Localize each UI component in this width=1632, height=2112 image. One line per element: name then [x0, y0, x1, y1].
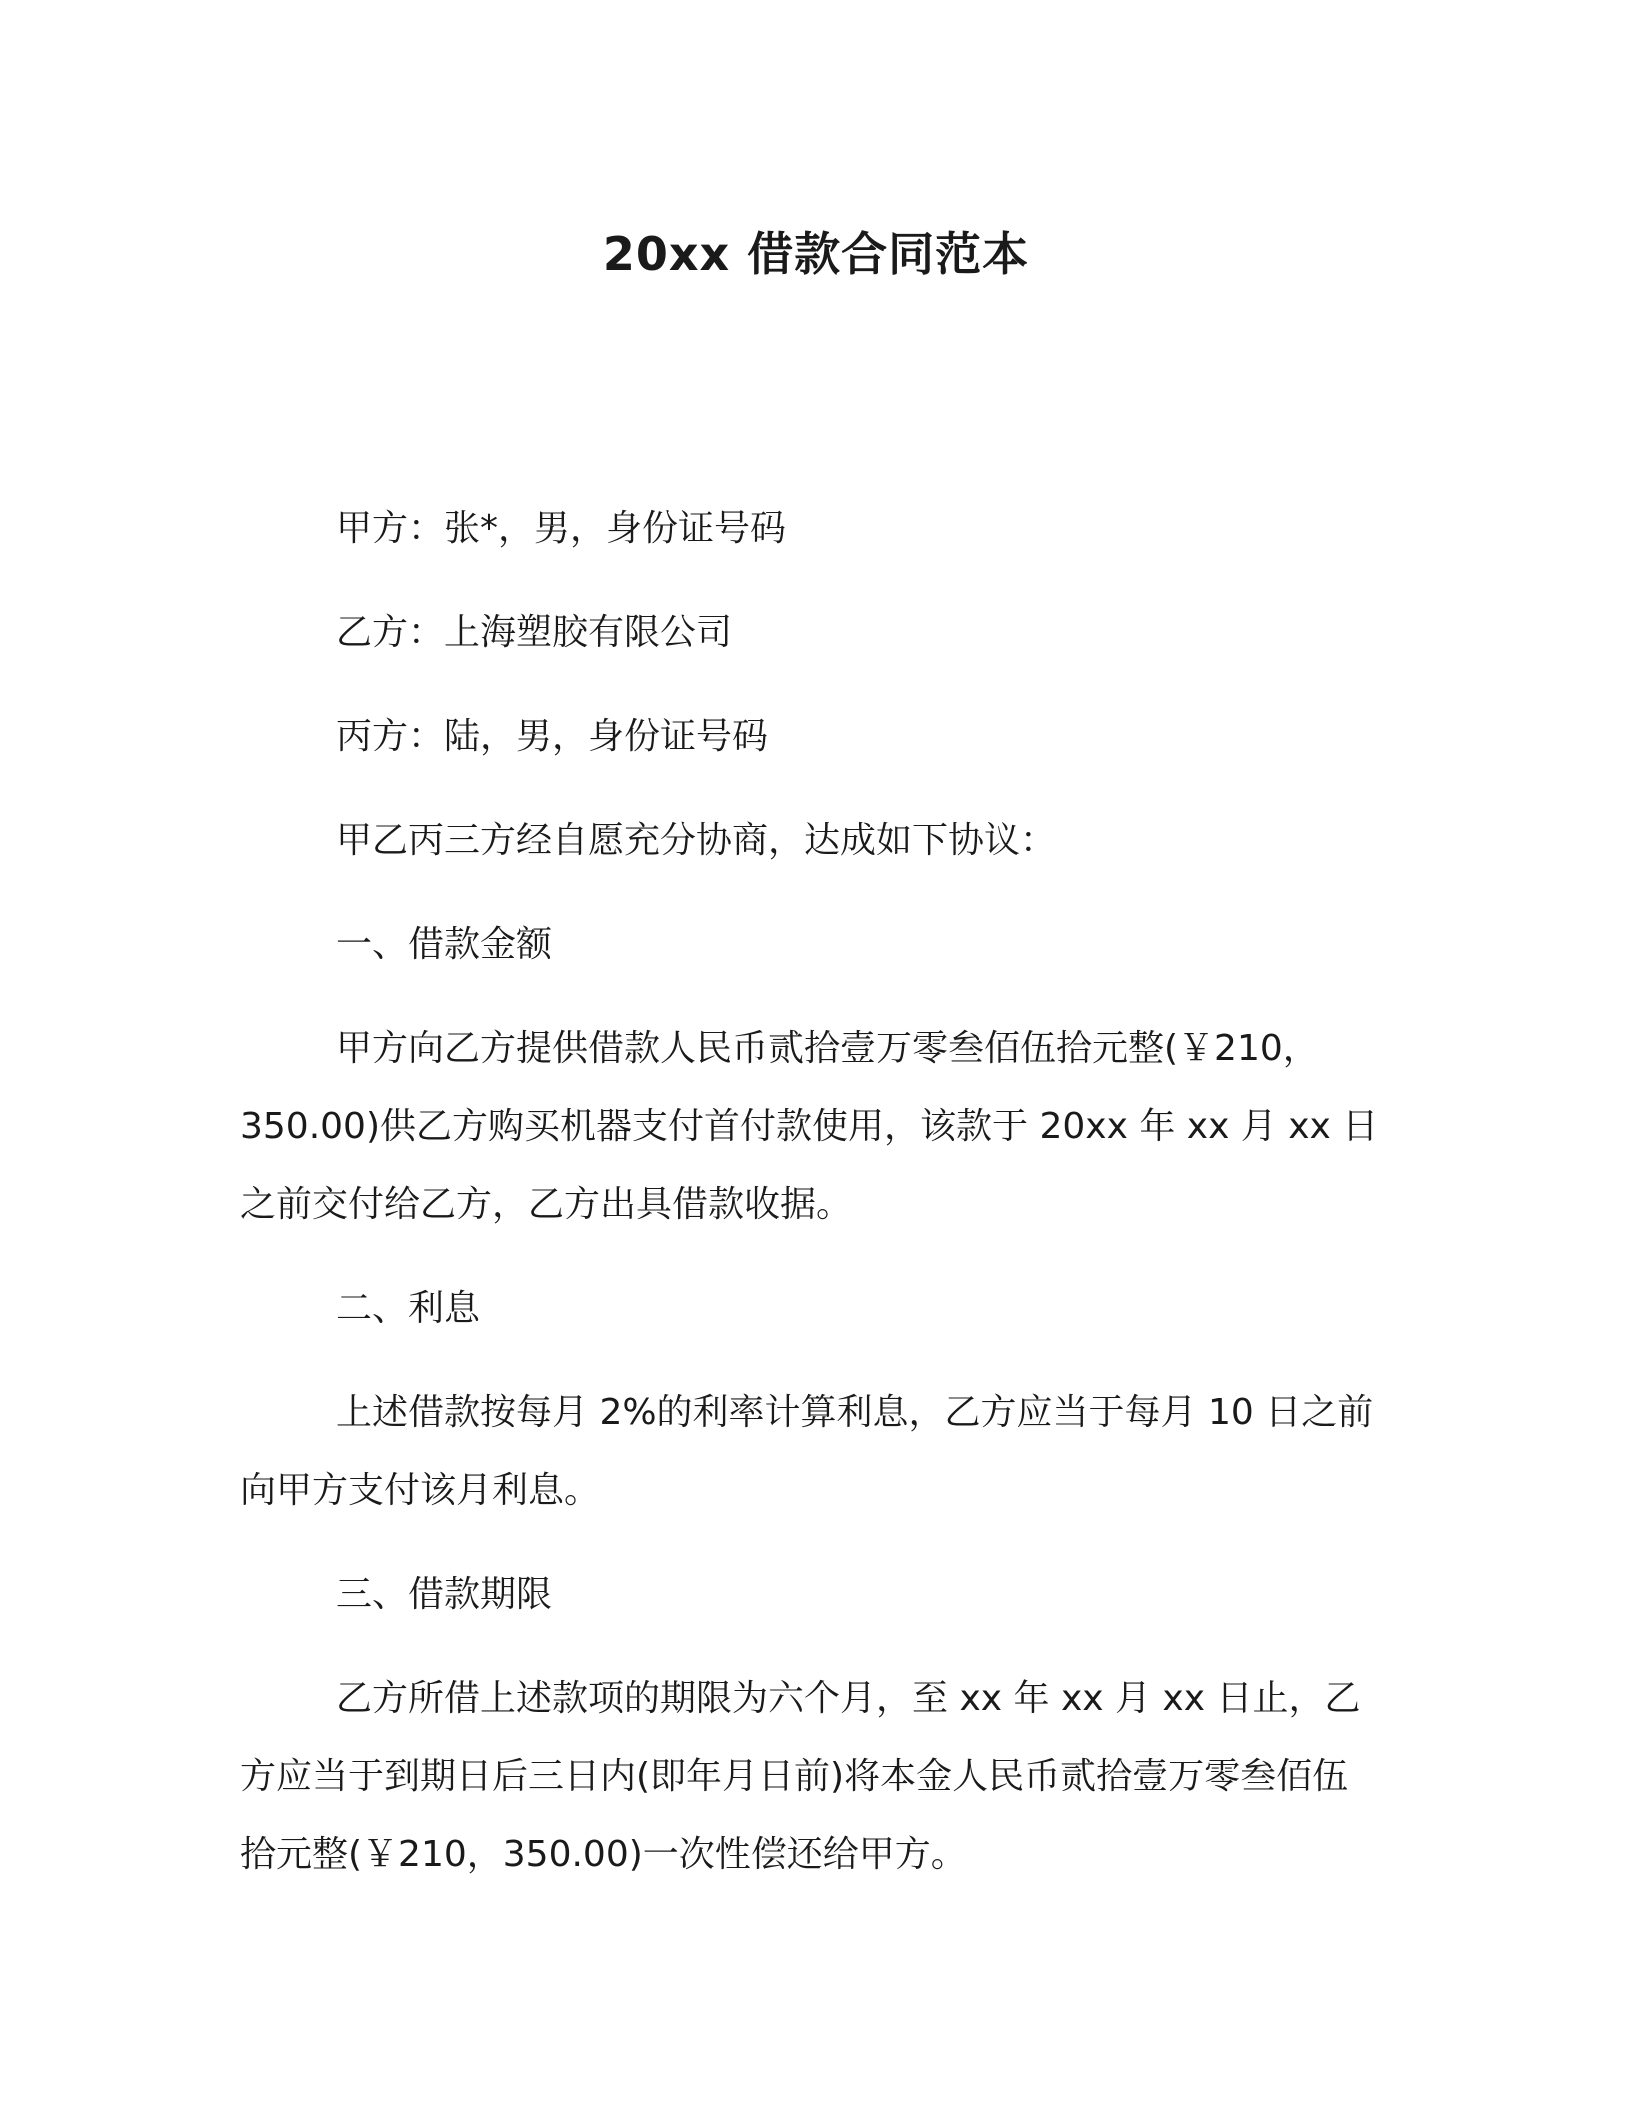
party-b-line: 乙方：上海塑胶有限公司 [336, 612, 733, 653]
section-heading-loan-term: 三、借款期限 [336, 1574, 553, 1615]
loan-term-clause: 乙方所借上述款项的期限为六个月，至 xx 年 xx 月 xx 日止，乙方应当于到期日后三日内(即年月日前)将本金人民币贰拾壹万零叁佰伍拾元整(￥210，350.00)一次性偿还给甲方。 [240, 1678, 1361, 1875]
document-title: 20xx 借款合同范本 [602, 227, 1030, 281]
agreement-intro: 甲乙丙三方经自愿充分协商，达成如下协议： [336, 820, 1057, 861]
loan-amount-clause: 甲方向乙方提供借款人民币贰拾壹万零叁佰伍拾元整(￥210，350.00)供乙方购买机器支付首付款使用，该款于 20xx 年 xx 月 xx 日之前交付给乙方，乙方出具借款收据。 [240, 1028, 1379, 1225]
document-body [240, 490, 1380, 1920]
interest-clause: 上述借款按每月 2%的利率计算利息，乙方应当于每月 10 日之前向甲方支付该月利息。 [240, 1392, 1374, 1511]
section-heading-interest: 二、利息 [336, 1288, 481, 1329]
section-heading-loan-amount: 一、借款金额 [336, 924, 553, 965]
party-a-line: 甲方：张*，男，身份证号码 [336, 508, 787, 549]
party-c-line: 丙方：陆，男，身份证号码 [336, 716, 769, 757]
